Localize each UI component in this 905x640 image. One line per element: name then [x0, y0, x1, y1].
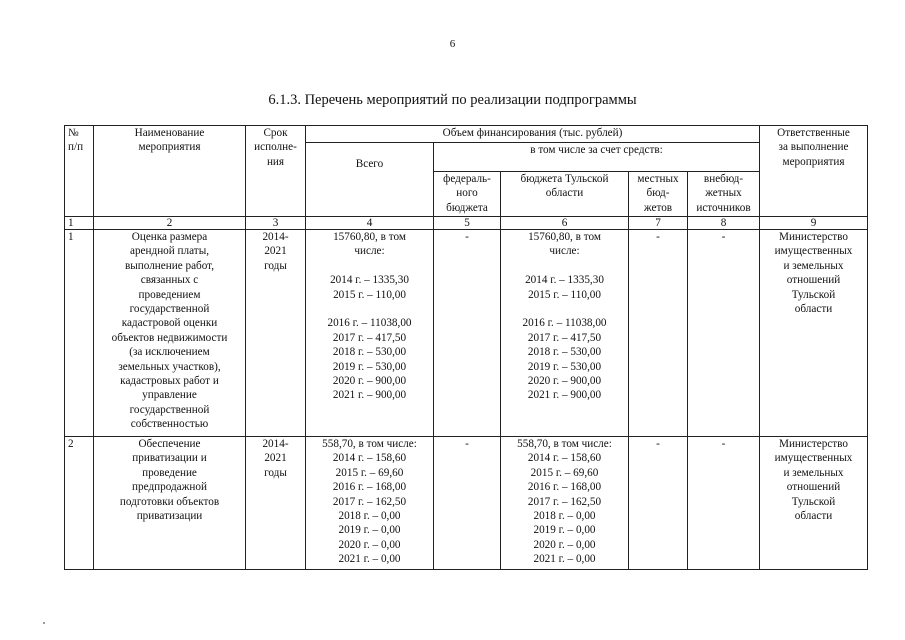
responsible-party	[760, 230, 868, 437]
column-number: 9	[760, 217, 868, 230]
text-line: 2017 г. – 417,50	[332, 331, 407, 344]
text-line: источников	[696, 201, 751, 214]
text-line: проведением	[138, 288, 201, 301]
text-line: приватизации	[136, 510, 203, 523]
text-line: 558,70, в том числе:	[517, 438, 612, 450]
text-line: жетных	[705, 187, 742, 200]
text-line: 2021 г. – 900,00	[332, 389, 407, 402]
financing-local: -	[629, 437, 688, 570]
section-heading: 6.1.3. Перечень мероприятий по реализации подпрограммы	[268, 92, 637, 108]
financing-extra: -	[688, 230, 760, 437]
text-line: области	[794, 510, 833, 523]
text-line: арендной платы,	[129, 245, 210, 258]
text-line: бюджета	[446, 201, 488, 214]
text-line: 2020 г. – 900,00	[332, 375, 407, 388]
text-line: числе:	[549, 245, 580, 258]
text-line: федераль-	[443, 173, 491, 185]
text-line: кадастровых работ и	[120, 375, 219, 388]
text-line: 2016 г. – 168,00	[527, 481, 602, 494]
text-line: объектов недвижимости	[111, 331, 228, 344]
activity-name	[94, 230, 246, 437]
column-number: 4	[306, 217, 434, 230]
financing-regional	[501, 437, 629, 570]
text-line: Ответственные	[777, 127, 850, 139]
financing-local: -	[629, 230, 688, 437]
text-line: Обеспечение	[138, 438, 201, 450]
text-line: 2019 г. – 530,00	[527, 360, 602, 373]
text-line: собственностью	[130, 418, 209, 431]
scan-speck	[43, 622, 45, 624]
text-line: 2015 г. – 110,00	[528, 288, 601, 301]
text-line: 2017 г. – 162,50	[332, 495, 407, 508]
text-line: отношений	[786, 481, 841, 494]
text-line: приватизации и	[132, 452, 207, 465]
text-line: п/п	[68, 141, 84, 154]
text-line: Министерство	[779, 438, 848, 450]
text-line: 2020 г. – 0,00	[338, 538, 401, 551]
financing-federal: -	[434, 230, 501, 437]
text-line: мероприятия	[782, 155, 845, 168]
text-line: Тульской	[791, 288, 836, 301]
text-line: 2017 г. – 417,50	[527, 331, 602, 344]
text-line: Наименование	[134, 127, 205, 139]
text-line: подготовки объектов	[119, 495, 220, 508]
text-line: местных	[637, 173, 679, 185]
text-line: ния	[266, 155, 285, 168]
page-number: 6	[449, 38, 456, 50]
financing-extra: -	[688, 437, 760, 570]
text-line: управление	[142, 389, 197, 402]
text-line: 2019 г. – 0,00	[338, 524, 401, 537]
text-line: 558,70, в том числе:	[322, 438, 417, 450]
text-line: жетов	[643, 201, 673, 214]
header-name	[94, 126, 246, 217]
text-line: государственной	[129, 303, 210, 316]
text-line: Министерство	[779, 231, 848, 243]
text-line: 2021 г. – 0,00	[338, 553, 401, 566]
column-number: 6	[501, 217, 629, 230]
text-line: 2021 г. – 900,00	[527, 389, 602, 402]
activity-term	[246, 437, 306, 570]
header-total: Всего	[306, 143, 434, 217]
column-number: 7	[629, 217, 688, 230]
header-financing-volume: Объем финансирования (тыс. рублей)	[306, 126, 760, 143]
column-number: 5	[434, 217, 501, 230]
header-regional	[501, 172, 629, 217]
text-line: проведение	[142, 466, 197, 479]
responsible-party	[760, 437, 868, 570]
text-line: годы	[264, 259, 287, 272]
text-line: годы	[264, 466, 287, 479]
text-line: ного	[456, 187, 478, 200]
financing-regional	[501, 230, 629, 437]
financing-total	[306, 230, 434, 437]
table-row	[65, 230, 868, 437]
text-line: числе:	[354, 245, 385, 258]
text-line: (за исключением	[129, 346, 210, 359]
blank-line	[309, 302, 430, 316]
column-numbers-row	[65, 217, 868, 230]
text-line: бюджета Тульской	[520, 173, 609, 185]
text-line: 2020 г. – 900,00	[527, 375, 602, 388]
text-line: Срок	[263, 127, 288, 139]
text-line: 2014 г. – 158,60	[332, 452, 407, 465]
header-no	[65, 126, 94, 217]
text-line: №	[68, 127, 79, 139]
text-line: 2015 г. – 110,00	[333, 288, 406, 301]
text-line: 2014-	[262, 231, 289, 243]
text-line: 2014-	[262, 438, 289, 450]
text-line: предпродажной	[132, 481, 207, 494]
text-line: за выполнение	[778, 141, 849, 154]
text-line: Оценка размера	[131, 231, 208, 243]
text-line: 2015 г. – 69,60	[335, 466, 404, 479]
text-line: внебюд-	[703, 173, 744, 185]
text-line: области	[545, 187, 584, 200]
header-row-1	[65, 126, 868, 143]
text-line: 2019 г. – 530,00	[332, 360, 407, 373]
activity-term	[246, 230, 306, 437]
header-term	[246, 126, 306, 217]
header-responsible	[760, 126, 868, 217]
text-line: 2020 г. – 0,00	[533, 538, 596, 551]
text-line: 2014 г. – 158,60	[527, 452, 602, 465]
text-line: и земельных	[783, 259, 844, 272]
text-line: 2018 г. – 530,00	[332, 346, 407, 359]
header-federal	[434, 172, 501, 217]
table-row	[65, 437, 868, 570]
financing-total	[306, 437, 434, 570]
row-number: 2	[65, 437, 94, 570]
text-line: 2016 г. – 11038,00	[327, 317, 412, 330]
text-line: 2016 г. – 11038,00	[522, 317, 607, 330]
text-line: бюд-	[646, 187, 670, 200]
blank-line	[504, 302, 625, 316]
text-line: 15760,80, в том	[333, 231, 406, 243]
row-number: 1	[65, 230, 94, 437]
text-line: 2018 г. – 530,00	[527, 346, 602, 359]
activities-table	[64, 125, 868, 570]
header-extra	[688, 172, 760, 217]
text-line: 2019 г. – 0,00	[533, 524, 596, 537]
text-line: 2014 г. – 1335,30	[330, 274, 409, 287]
text-line: 2014 г. – 1335,30	[525, 274, 604, 287]
financing-federal: -	[434, 437, 501, 570]
text-line: 2021	[264, 452, 287, 465]
header-local	[629, 172, 688, 217]
header-including: в том числе за счет средств:	[434, 143, 760, 172]
text-line: мероприятия	[138, 141, 201, 154]
text-line: 2018 г. – 0,00	[533, 510, 596, 523]
text-line: кадастровой оценки	[121, 317, 218, 330]
text-line: 2018 г. – 0,00	[338, 510, 401, 523]
text-line: земельных участков),	[118, 360, 221, 373]
blank-line	[309, 259, 430, 273]
column-number: 3	[246, 217, 306, 230]
text-line: области	[794, 303, 833, 316]
text-line: 2021 г. – 0,00	[533, 553, 596, 566]
text-line: 2016 г. – 168,00	[332, 481, 407, 494]
text-line: 2015 г. – 69,60	[530, 466, 599, 479]
column-number: 2	[94, 217, 246, 230]
column-number: 8	[688, 217, 760, 230]
text-line: 2021	[264, 245, 287, 258]
text-line: исполне-	[254, 141, 297, 154]
text-line: 15760,80, в том	[528, 231, 601, 243]
activity-name	[94, 437, 246, 570]
text-line: связанных с	[140, 274, 199, 287]
text-line: Тульской	[791, 495, 836, 508]
text-line: 2017 г. – 162,50	[527, 495, 602, 508]
text-line: имущественных	[774, 452, 853, 465]
text-line: отношений	[786, 274, 841, 287]
text-line: государственной	[129, 403, 210, 416]
text-line: имущественных	[774, 245, 853, 258]
text-line: выполнение работ,	[124, 259, 215, 272]
text-line: и земельных	[783, 466, 844, 479]
blank-line	[504, 259, 625, 273]
column-number: 1	[65, 217, 94, 230]
